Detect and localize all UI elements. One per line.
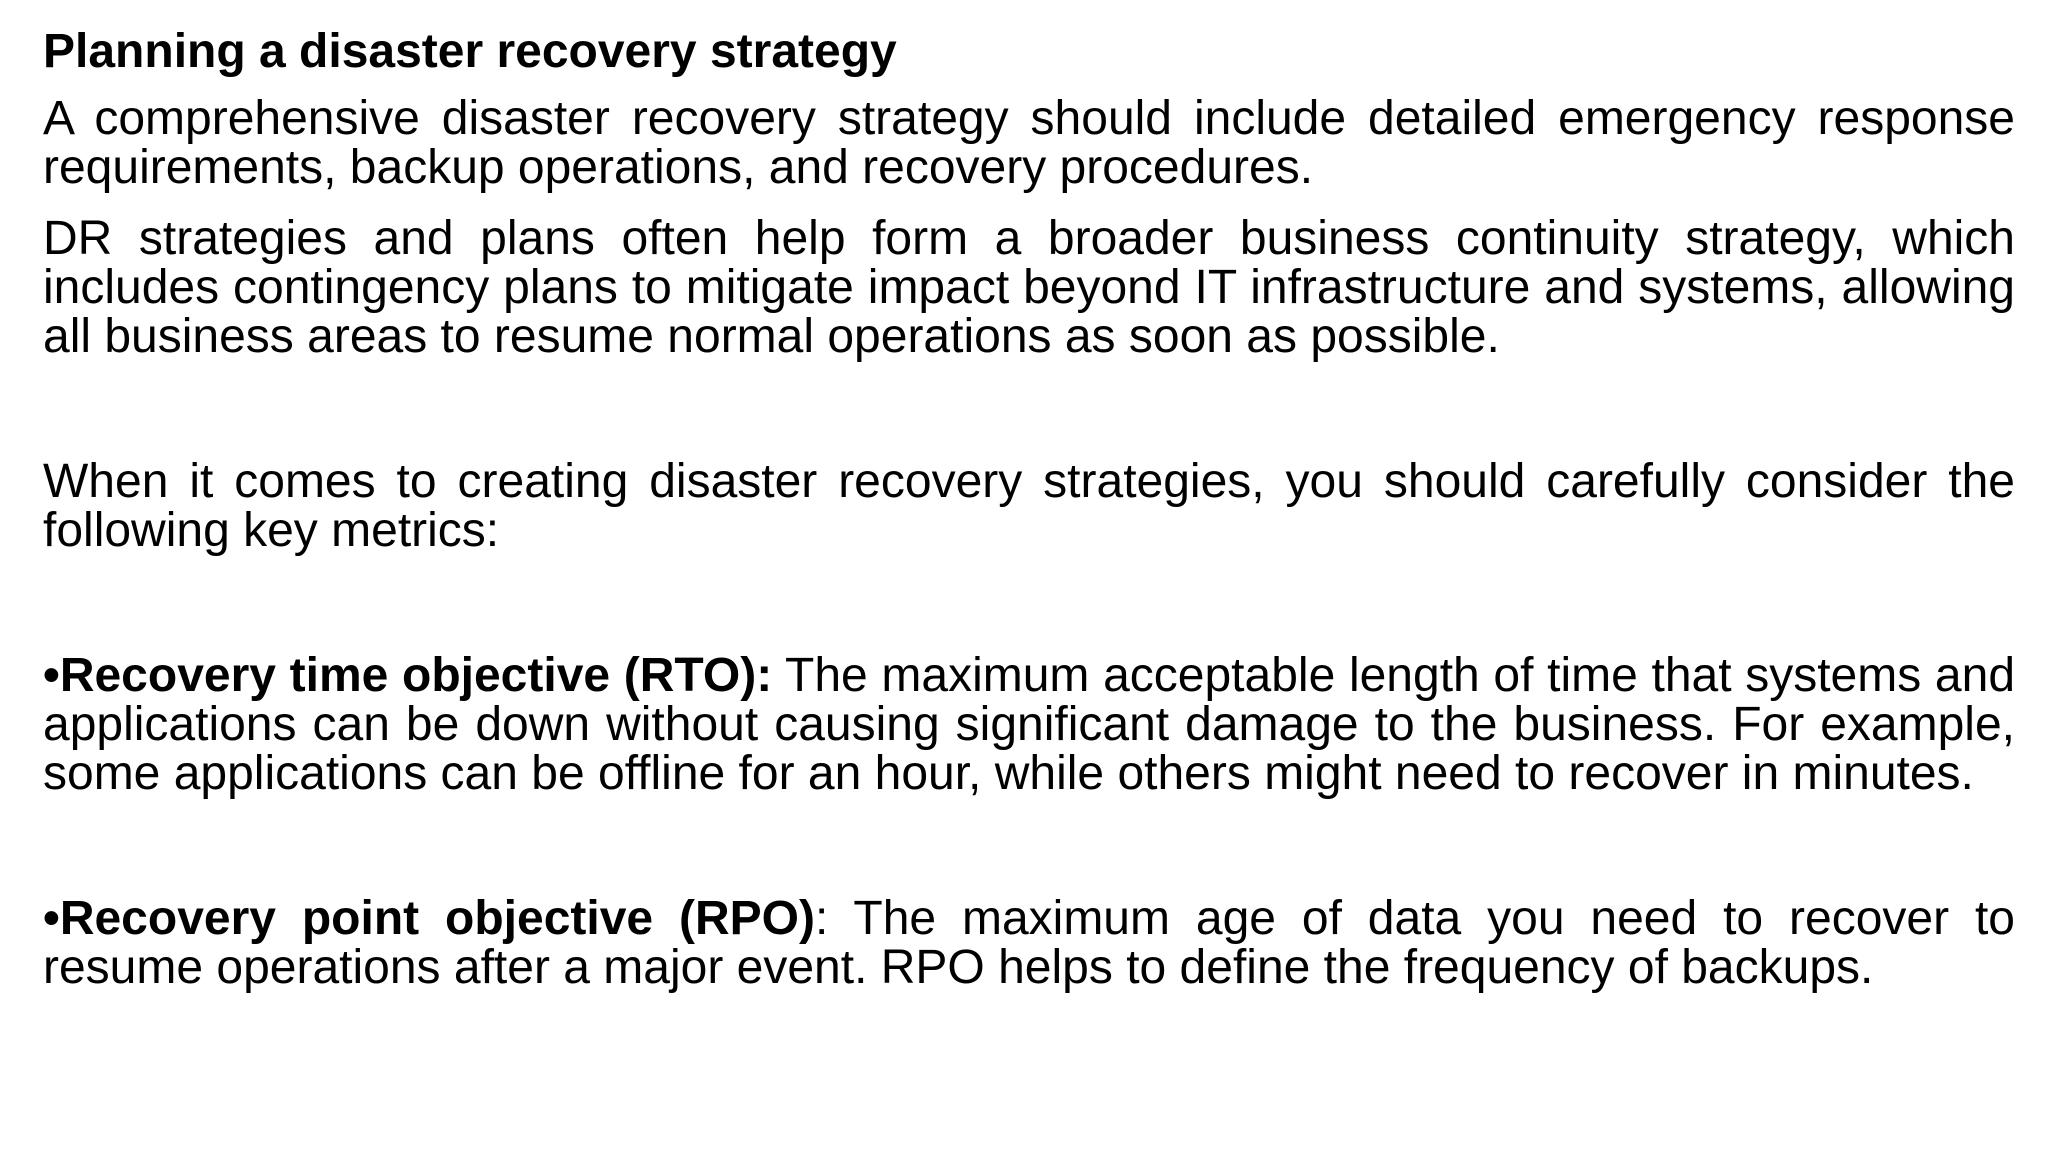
rto-term: Recovery time objective (RTO):: [59, 649, 773, 702]
bullet-rpo: [43, 894, 2015, 992]
bullet-rto: [43, 651, 2015, 798]
metrics-intro-paragraph: When it comes to creating disaster recovery strategies, you should carefully consider the following key metrics:: [43, 455, 2015, 557]
bullet-marker: •: [43, 649, 60, 702]
spacer: [43, 798, 2015, 894]
rpo-term: Recovery point objective (RPO): [59, 892, 815, 945]
spacer: [43, 192, 2015, 214]
spacer: [43, 361, 2015, 457]
rto-description: The maximum acceptable length of time that systems and applications can be down without causing significant damage to the business. For example, some applications can be offline for an hour, while others might need to recover in minutes.: [43, 649, 2016, 800]
bullet-marker: •: [43, 892, 60, 945]
rpo-description: : The maximum age of data you need to recover to resume operations after a major event. RPO helps to define the frequency of backups.: [43, 892, 2015, 994]
page-title: Planning a disaster recovery strategy: [43, 25, 897, 78]
spacer: [43, 555, 2015, 651]
continuity-paragraph: DR strategies and plans often help form a broader business continuity strategy, which includes contingency plans to mitigate impact beyond IT infrastructure and systems, allowing all business areas to resume normal operations as soon as possible.: [43, 212, 2015, 363]
intro-paragraph: A comprehensive disaster recovery strategy should include detailed emergency response requirements, backup operations, and recovery procedures.: [43, 92, 2015, 194]
